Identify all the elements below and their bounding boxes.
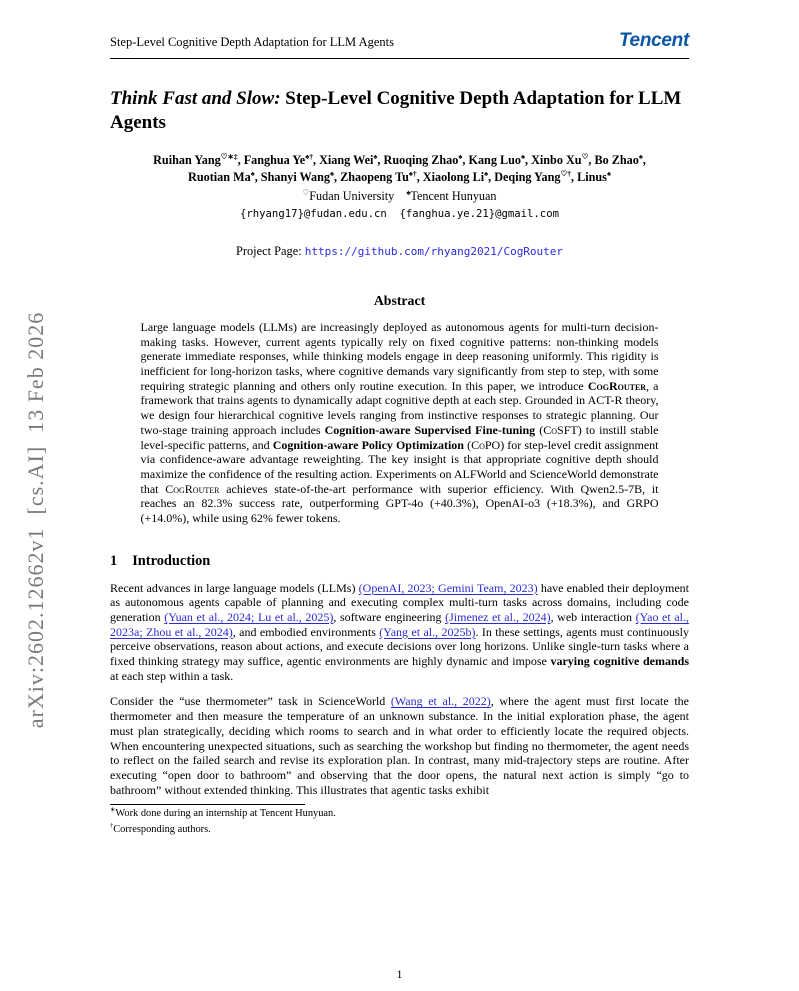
footnote-block [110,804,689,836]
text-segment: CoPO [471,437,501,452]
text-segment: Large language models (LLMs) are increasingly deployed as autonomous agents for multi-turn decision-making tasks. However, current agents typically rely on fixed cognitive patterns: non-thinking models generate immediate responses, while thinking models engage in deep reasoning uniformly. This rigidity is inefficient for long-horizon tasks, where cognitive demands vary significantly from step to step, with some requiring strategic planning and others only routine execution. In this paper, we introduce [140,320,659,393]
text-segment: ♡ [302,187,310,197]
text-segment: , [488,170,495,185]
intro-paragraph-2 [110,694,689,797]
text-segment: , a framework that trains agents to dynamically adapt cognitive depth at each step. Grounded in ACT-R theory, we design four hierarchical cognitive levels ranging from instinctive responses to strategic planning. Our two-stage training approach includes [140,378,659,437]
text-segment: ♠† [305,151,314,161]
text-segment: Xinbo Xu [531,152,582,167]
text-segment: 1 [110,552,118,569]
text-segment: , software engineering [333,610,446,624]
text-segment: ♠ [373,151,378,161]
text-segment: , [254,170,261,185]
text-segment: Linus [577,170,607,185]
text-segment: ♠† [408,169,417,179]
text-segment: , where the agent must first locate the thermometer and then measure the temperature of an unknown substance. In the initial exploration phase, the agent must plan strategically, deciding which rooms to search and in what order to efficiently locate the required objects. When encountering unexpected situations, such as searching the workshop but finding no thermometer, the agent needs to reflect on the failed search and revise its exploration plan. In contrast, many mid-trajectory steps are routine. After executing “open door to bathroom” and observing that the door opens, the natural next action is simply “go to bathroom” without extended thinking. This illustrates that agentic tasks exhibit [110,694,689,797]
text-segment: Xiaolong Li [422,170,485,185]
text-segment: Ruihan Yang [153,152,221,167]
text-segment: Ruotian Ma [188,170,251,185]
footnote-corresponding [110,823,689,837]
text-segment: Deqing Yang [494,170,561,185]
text-segment: CoSFT [543,422,578,437]
text-segment: Cognition-aware Policy Optimization [272,437,464,452]
text-segment: ♡† [560,169,572,179]
text-segment: varying cognitive demands [550,654,689,669]
text-segment: ♠ [638,151,643,161]
text-segment: have enabled their deployment as autonomous agents capable of planning and executing complex multi-turn tasks across domains, including code generation [110,580,690,624]
text-segment: Ruoqing Zhao [383,152,459,167]
text-segment: ( [535,422,544,437]
text-segment: . In these settings, agents must continuously perceive observations, reason about actions, and execute decisions over long horizons. Unlike single-turn tasks where a fixed thinking strategy may suffice, agentic environments are highly dynamic and impose [110,624,690,669]
text-segment: , [237,152,244,167]
text-segment: , [334,170,341,185]
tencent-logo: Tencent [618,30,689,51]
page-header [110,0,689,59]
text-segment: Step-Level Cognitive Depth Adaptation for LLM Agents [110,88,682,134]
text-segment: † [110,822,114,830]
text-segment: Recent advances in large language models (LLMs) [110,580,359,595]
page-number: 1 [396,967,403,981]
text-segment: ♠ [606,169,611,179]
text-segment: Bo Zhao [594,152,639,167]
footnote-rule [110,804,305,805]
text-segment: Tencent Hunyuan [410,189,497,203]
text-segment: , [571,170,578,185]
abstract-body [141,320,659,526]
text-segment: CogRouter [587,378,647,393]
text-segment: , [462,152,469,167]
arxiv-stamp: arXiv:2602.12662v1 [cs.AI] 13 Feb 2026 [23,311,48,729]
citation-link[interactable]: (Yuan et al., 2024; Lu et al., 2025) [164,610,334,624]
citation-link[interactable]: (OpenAI, 2023; Gemini Team, 2023) [358,580,538,595]
citation-link[interactable]: (Jimenez et al., 2024) [445,610,551,624]
text-segment: ♡ [581,151,589,161]
text-segment: ) for step-level credit assignment via confidence-aware advantage reweighting. The key insight is that appropriate cognitive depth should maximize the confidence of the resulting action. Experiments on ALFWorld and ScienceWorld demonstrate that [140,437,659,496]
abstract-heading: Abstract [373,293,426,308]
text-segment: at each step within a task. [110,668,234,683]
author-line-1 [90,152,709,170]
text-segment: achieves state-of-the-art performance with superior efficiency. With Qwen2.5-7B, it reaches an 82.3% success rate, outperforming GPT-4o (+40.3%), OpenAI-o3 (+18.3%), and GRPO (+14.0%), while using 62% fewer tokens. [140,481,659,525]
text-segment: Fanghua Ye [243,152,306,167]
text-segment: Work done during an internship at Tencent Hunyuan. [115,808,336,820]
project-page-line [0,244,799,259]
text-segment: ) to instill stable level-specific patterns, and [140,422,659,452]
text-segment: CogRouter [165,481,220,496]
text-segment: Shanyi Wang [260,170,331,185]
author-emails: {rhyang17}@fudan.edu.cn {fanghua.ye.21}@gmail.com [240,208,559,220]
affiliations [0,189,799,204]
text-segment: Zhaopeng Tu [340,170,409,185]
text-segment: , [588,152,595,167]
text-segment: Introduction [132,552,211,569]
text-segment: ∗ [110,806,116,814]
text-segment: ♠ [484,169,489,179]
text-segment: Kang Luo [468,152,521,167]
project-url-link[interactable]: https://github.com/rhyang2021/CogRouter [304,245,564,258]
text-segment: ( [463,437,472,452]
citation-link[interactable]: (Wang et al., 2022) [390,694,491,709]
paper-title [110,87,689,136]
text-segment [394,189,406,203]
section-heading-introduction [110,553,689,570]
author-line-2 [90,169,709,187]
text-segment: , [642,152,646,167]
citation-link[interactable]: (Yao et al., 2023a; Zhou et al., 2024) [110,610,689,639]
citation-link[interactable]: (Yang et al., 2025b) [379,624,476,639]
text-segment: ♠ [406,187,411,197]
text-segment: Corresponding authors. [113,823,211,835]
footnote-internship [110,807,689,821]
text-segment: , [416,170,423,185]
intro-paragraph-1 [110,581,689,684]
running-title: Step-Level Cognitive Depth Adaptation for LLM Agents [110,35,394,49]
text-segment: Fudan University [309,189,395,203]
text-segment: ♡∗‡ [220,151,238,161]
text-segment: ♠ [458,151,463,161]
text-segment: Project Page: [235,244,305,258]
text-segment: ♠ [250,169,255,179]
text-segment: Xiang Wei [319,152,374,167]
text-segment: Think Fast and Slow: [110,88,281,109]
text-segment: Cognition-aware Supervised Fine-tuning [324,422,536,437]
text-segment: ♠ [520,151,525,161]
text-segment: , web interaction [550,610,636,624]
text-segment: , [313,152,320,167]
text-segment: , [525,152,532,167]
text-segment: , and embodied environments [232,624,380,639]
text-segment: , [377,152,384,167]
text-segment: Consider the “use thermometer” task in ScienceWorld [110,694,391,709]
text-segment: ♠ [330,169,335,179]
